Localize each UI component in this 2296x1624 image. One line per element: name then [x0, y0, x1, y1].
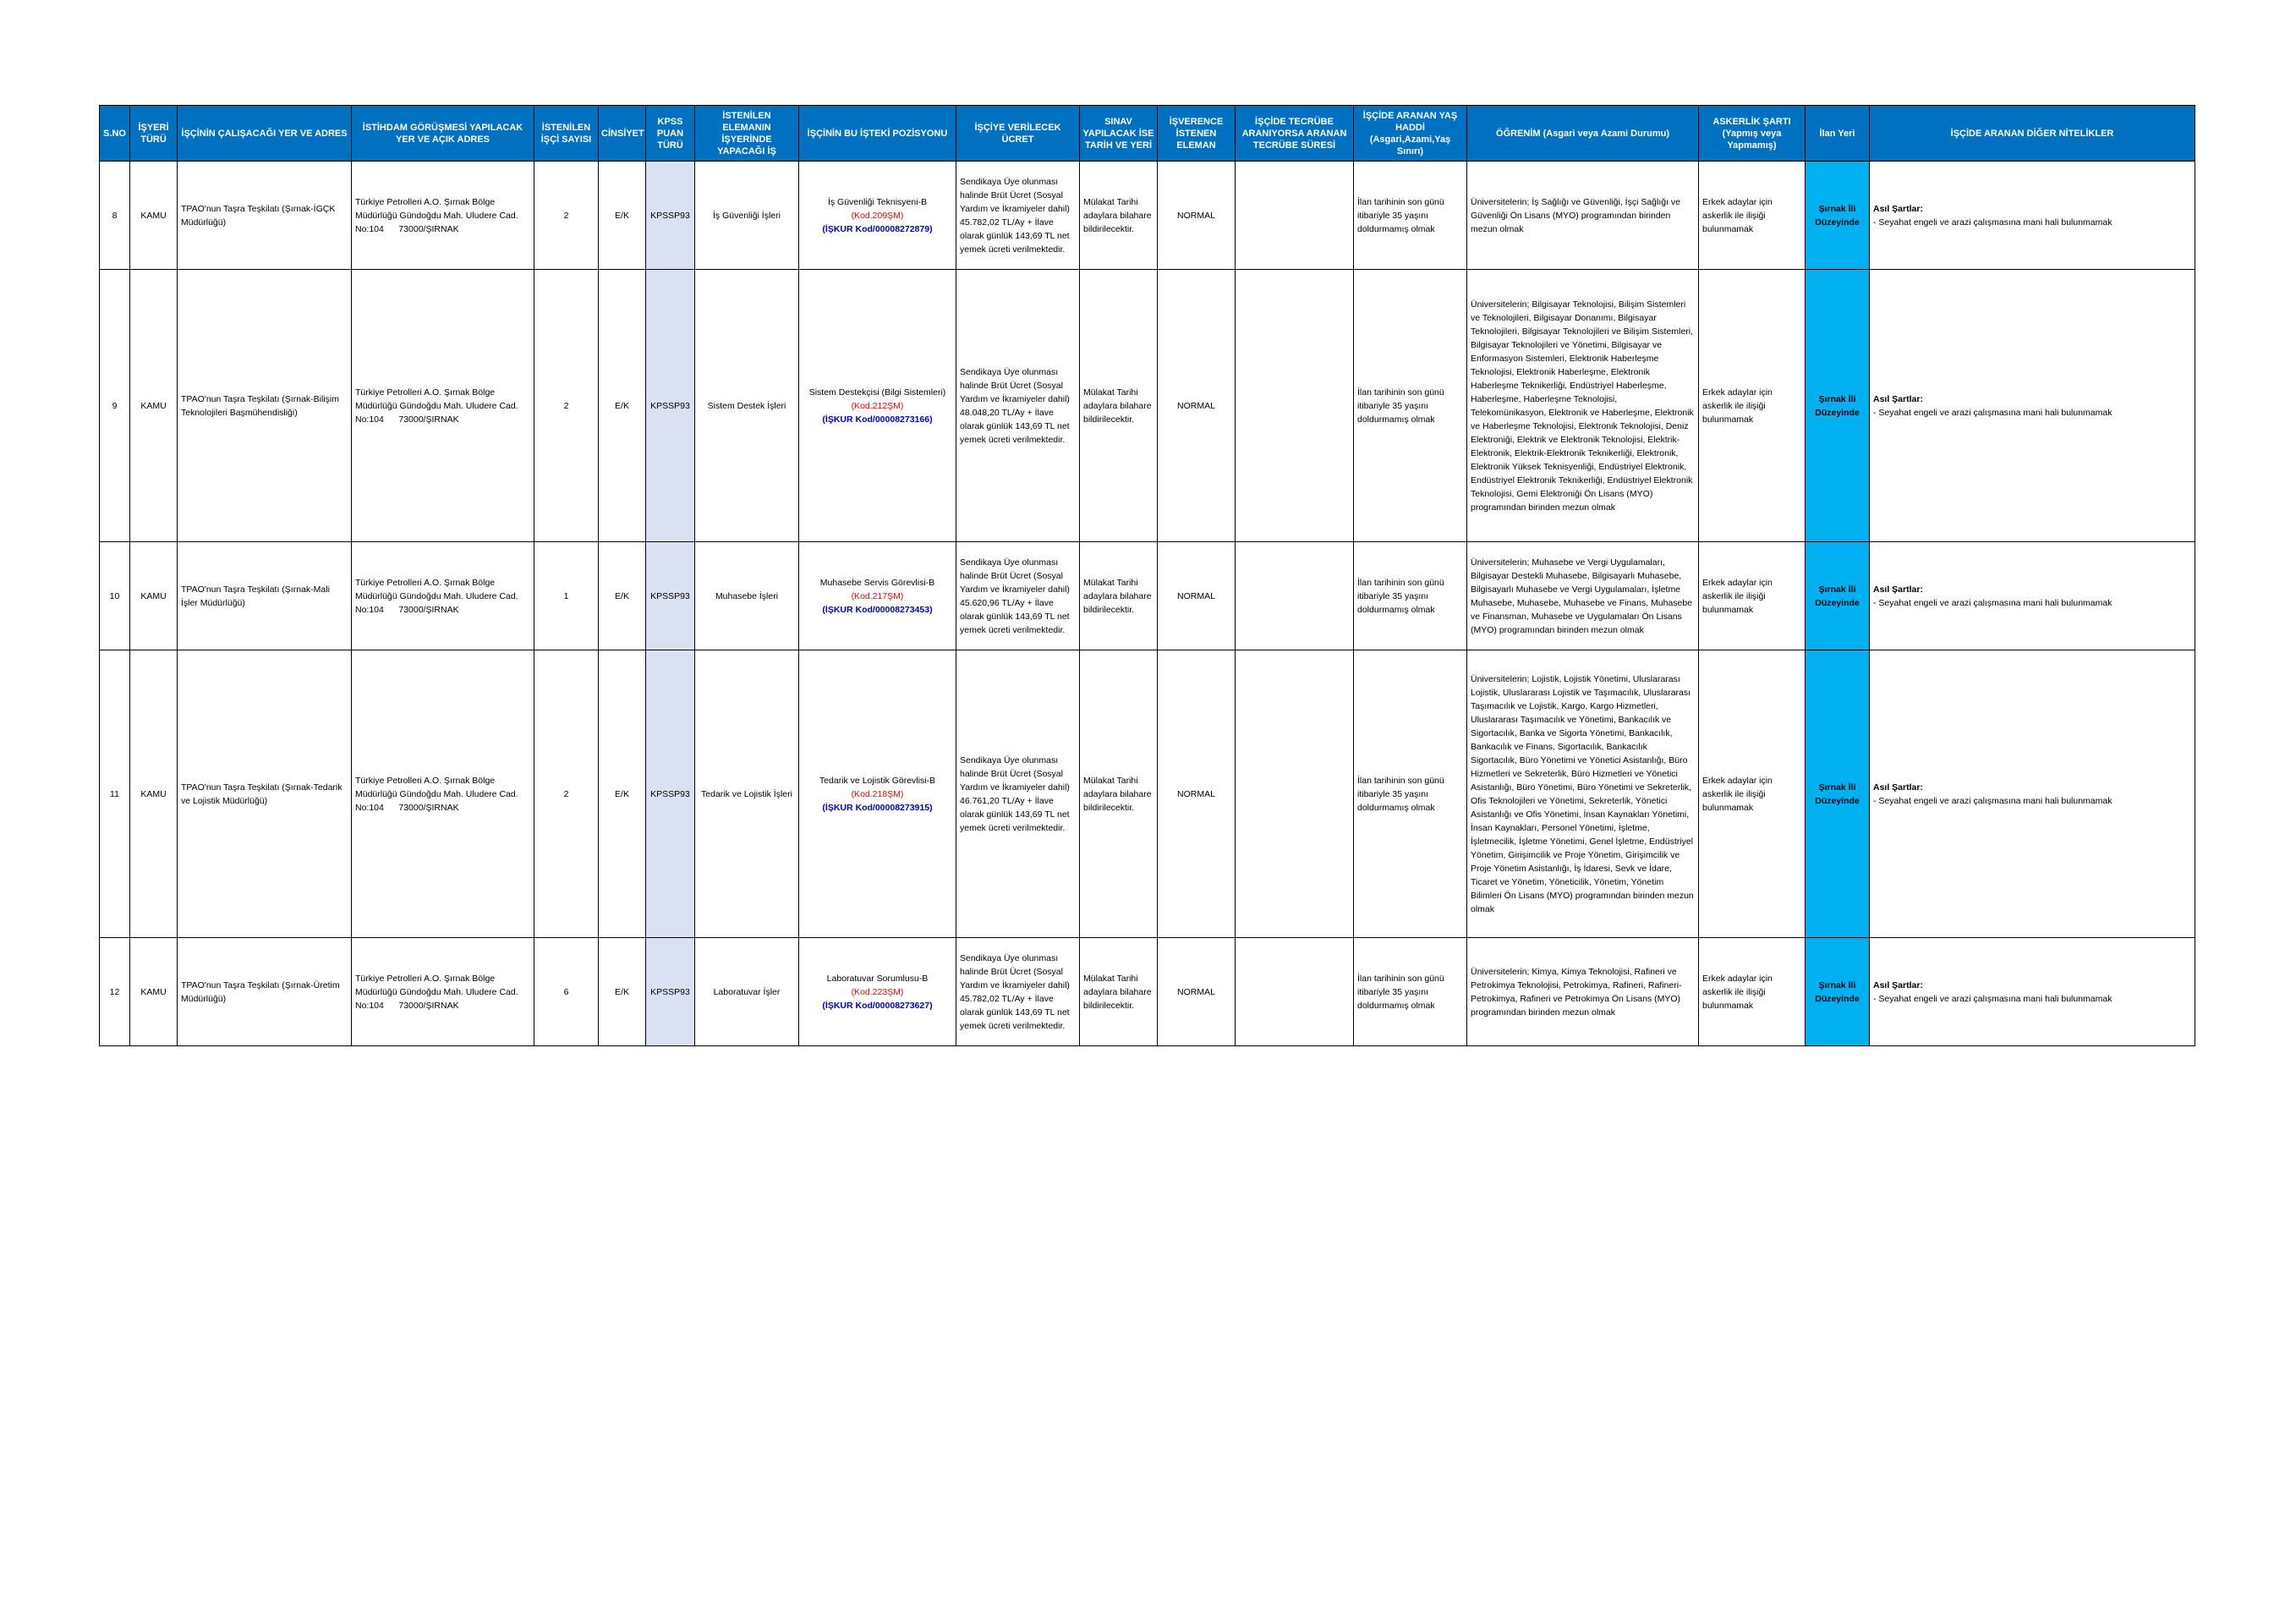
- header-education: ÖĞRENİM (Asgari veya Azami Durumu): [1467, 106, 1699, 162]
- cell-age: İlan tarihinin son günü itibariyle 35 yaşını doldurmamış olmak: [1354, 938, 1467, 1046]
- cell-military: Erkek adaylar için askerlik ile ilişiği bulunmamak: [1699, 938, 1806, 1046]
- cell-interview-address: Türkiye Petrolleri A.O. Şırnak Bölge Müdürlüğü Gündoğdu Mah. Uludere Cad. No:104 73000/ŞIRNAK: [352, 938, 534, 1046]
- position-iskur-code: (İŞKUR Kod/00008273627): [822, 1000, 933, 1011]
- cell-position: [799, 270, 956, 542]
- cell-employer-type: NORMAL: [1158, 270, 1236, 542]
- header-row: [100, 106, 2195, 162]
- cell-military: Erkek adaylar için askerlik ile ilişiği bulunmamak: [1699, 542, 1806, 650]
- other-title: Asıl Şartlar:: [1873, 393, 1923, 404]
- cell-count: 6: [534, 938, 599, 1046]
- header-workplace-type: İŞYERİ TÜRÜ: [130, 106, 178, 162]
- position-code: (Kod.212ŞM): [851, 400, 904, 411]
- cell-education: Üniversitelerin; Bilgisayar Teknolojisi, Bilişim Sistemleri ve Teknolojileri, Bilgisayar Donanımı, Bilgisayar Teknolojileri, Bilgisayar Teknolojileri ve Bilişim Sistemleri, Bilgisayar Teknolojileri ve Yönetimi, Bilgisayar ve Enformasyon Sistemleri, Elektronik Haberleşme Teknolojisi, Elektronik Haberleşme, Elektronik Haberleşme Teknikerliği, Endüstriyel Haberleşme, Haberleşme, Haberleşme Teknolojisi, Telekomünikasyon, Elektronik ve Haberleşme, Elektronik ve Haberleşme Teknolojisi, Elektronik Teknolojisi, Deniz Elektroniği, Elektrik ve Elektronik Teknolojisi, Elektrik-Elektronik, Elektrik-Elektronik Teknikerliği, Elektronik, Elektronik Yüksek Teknisyenliği, Endüstriyel Elektronik, Endüstriyel Elektronik Teknikerliği, Endüstriyel Elektronik Teknolojisi, Gemi Elektroniği Ön Lisans (MYO) programından birinden mezun olmak: [1467, 270, 1699, 542]
- cell-education: Üniversitelerin; İş Sağlığı ve Güvenliği, İşçi Sağlığı ve Güvenliği Ön Lisans (MYO) programından birinden mezun olmak: [1467, 162, 1699, 270]
- cell-kpss: KPSSP93: [646, 270, 695, 542]
- job-listing-table: [99, 105, 2195, 1046]
- cell-wage: Sendikaya Üye olunması halinde Brüt Ücret (Sosyal Yardım ve İkramiyeler dahil) 48.048,20 TL/Ay + İlave olarak günlük 143,69 TL net yemek ücreti verilmektedir.: [956, 270, 1080, 542]
- header-job: İSTENİLEN ELEMANIN İŞYERİNDE YAPACAĞI İŞ: [695, 106, 799, 162]
- cell-experience: [1236, 650, 1354, 938]
- cell-place: Şırnak İli Düzeyinde: [1806, 650, 1870, 938]
- cell-job: Tedarik ve Lojistik İşleri: [695, 650, 799, 938]
- cell-education: Üniversitelerin; Lojistik, Lojistik Yönetimi, Uluslararası Lojistik, Uluslararası Lojistik ve Taşımacılık, Uluslararası Taşımacılık ve Lojistik, Kargo, Kargo Hizmetleri, Uluslararası Taşımacılık ve Yönetimi, Bankacılık ve Sigortacılık, Banka ve Sigorta Yönetimi, Bankacılık, Bankacılık ve Finans, Sigortacılık, Bankacılık Sigortacılık, Büro Yönetimi ve Yönetici Asistanlığı, Büro Hizmetleri ve Sekreterlik, Büro Hizmetleri ve Yönetici Asistanlığı, Büro Yönetimi, Büro Yönetimi ve Sekreterlik, Ofis Teknolojileri ve Yönetimi, Sekreterlik, Yönetici Asistanlığı ve Ofis Yönetimi, İnsan Kaynakları Yönetimi, İnsan Kaynakları, Personel Yönetimi, İşletme, İşletmecilik, İşletme Yönetimi, Genel İşletme, Endüstriyel Yönetim, Girişimcilik ve Proje Yönetim, Girişimcilik ve Proje Yönetim Asistanlığı, İş İdaresi, Sevk ve İdare, Ticaret ve Yönetim, Yöneticilik, Yönetim, Yönetim Bilimleri Ön Lisans (MYO) programından birinden mezun olmak: [1467, 650, 1699, 938]
- cell-age: İlan tarihinin son günü itibariyle 35 yaşını doldurmamış olmak: [1354, 270, 1467, 542]
- cell-type: KAMU: [130, 162, 178, 270]
- cell-exam: Mülakat Tarihi adaylara bilahare bildirilecektir.: [1080, 938, 1158, 1046]
- position-code: (Kod.223ŞM): [851, 986, 904, 997]
- cell-position: [799, 162, 956, 270]
- table-row: [100, 542, 2195, 650]
- position-title: Laboratuvar Sorumlusu-B: [826, 973, 929, 984]
- header-gender: CİNSİYET: [599, 106, 646, 162]
- cell-interview-address: Türkiye Petrolleri A.O. Şırnak Bölge Müdürlüğü Gündoğdu Mah. Uludere Cad. No:104 73000/ŞIRNAK: [352, 270, 534, 542]
- cell-gender: E/K: [599, 162, 646, 270]
- cell-exam: Mülakat Tarihi adaylara bilahare bildirilecektir.: [1080, 162, 1158, 270]
- header-kpss: KPSS PUAN TÜRÜ: [646, 106, 695, 162]
- cell-work-place: TPAO'nun Taşra Teşkilatı (Şırnak-İGÇK Müdürlüğü): [178, 162, 352, 270]
- cell-employer-type: NORMAL: [1158, 542, 1236, 650]
- cell-place: Şırnak İli Düzeyinde: [1806, 162, 1870, 270]
- header-experience: İŞÇİDE TECRÜBE ARANIYORSA ARANAN TECRÜBE SÜRESİ: [1236, 106, 1354, 162]
- position-code: (Kod.209ŞM): [851, 210, 904, 221]
- table-row: [100, 162, 2195, 270]
- cell-other: [1870, 270, 2195, 542]
- position-iskur-code: (İŞKUR Kod/00008272879): [822, 223, 933, 234]
- header-age: İŞÇİDE ARANAN YAŞ HADDİ (Asgari,Azami,Yaş Sınırı): [1354, 106, 1467, 162]
- cell-gender: E/K: [599, 650, 646, 938]
- table-row: [100, 938, 2195, 1046]
- position-code: (Kod.218ŞM): [851, 788, 904, 799]
- cell-job: Sistem Destek İşleri: [695, 270, 799, 542]
- other-title: Asıl Şartlar:: [1873, 203, 1923, 214]
- cell-experience: [1236, 542, 1354, 650]
- cell-other: [1870, 650, 2195, 938]
- cell-experience: [1236, 270, 1354, 542]
- other-text: - Seyahat engeli ve arazi çalışmasına mani hali bulunmamak: [1873, 795, 2112, 806]
- cell-exam: Mülakat Tarihi adaylara bilahare bildirilecektir.: [1080, 270, 1158, 542]
- cell-age: İlan tarihinin son günü itibariyle 35 yaşını doldurmamış olmak: [1354, 542, 1467, 650]
- table-row: [100, 650, 2195, 938]
- cell-gender: E/K: [599, 270, 646, 542]
- cell-position: [799, 938, 956, 1046]
- cell-kpss: KPSSP93: [646, 650, 695, 938]
- cell-military: Erkek adaylar için askerlik ile ilişiği bulunmamak: [1699, 650, 1806, 938]
- header-interview-address: İSTİHDAM GÖRÜŞMESİ YAPILACAK YER VE AÇIK ADRES: [352, 106, 534, 162]
- cell-sno: 12: [100, 938, 130, 1046]
- header-employer-type: İŞVERENCE İSTENEN ELEMAN: [1158, 106, 1236, 162]
- cell-employer-type: NORMAL: [1158, 650, 1236, 938]
- cell-employer-type: NORMAL: [1158, 938, 1236, 1046]
- other-title: Asıl Şartlar:: [1873, 979, 1923, 990]
- cell-kpss: KPSSP93: [646, 542, 695, 650]
- cell-type: KAMU: [130, 270, 178, 542]
- position-title: İş Güvenliği Teknisyeni-B: [827, 196, 928, 207]
- cell-sno: 9: [100, 270, 130, 542]
- cell-count: 2: [534, 650, 599, 938]
- other-text: - Seyahat engeli ve arazi çalışmasına mani hali bulunmamak: [1873, 597, 2112, 608]
- table-row: [100, 270, 2195, 542]
- cell-age: İlan tarihinin son günü itibariyle 35 yaşını doldurmamış olmak: [1354, 650, 1467, 938]
- header-other: İŞÇİDE ARANAN DİĞER NİTELİKLER: [1870, 106, 2195, 162]
- header-military: ASKERLİK ŞARTI (Yapmış veya Yapmamış): [1699, 106, 1806, 162]
- cell-wage: Sendikaya Üye olunması halinde Brüt Ücret (Sosyal Yardım ve İkramiyeler dahil) 46.761,20 TL/Ay + İlave olarak günlük 143,69 TL net yemek ücreti verilmektedir.: [956, 650, 1080, 938]
- cell-count: 1: [534, 542, 599, 650]
- cell-job: Laboratuvar İşler: [695, 938, 799, 1046]
- cell-wage: Sendikaya Üye olunması halinde Brüt Ücret (Sosyal Yardım ve İkramiyeler dahil) 45.782,02 TL/Ay + İlave olarak günlük 143,69 TL net yemek ücreti verilmektedir.: [956, 162, 1080, 270]
- cell-count: 2: [534, 270, 599, 542]
- header-place: İlan Yeri: [1806, 106, 1870, 162]
- cell-work-place: TPAO'nun Taşra Teşkilatı (Şırnak-Mali İşler Müdürlüğü): [178, 542, 352, 650]
- cell-gender: E/K: [599, 938, 646, 1046]
- cell-wage: Sendikaya Üye olunması halinde Brüt Ücret (Sosyal Yardım ve İkramiyeler dahil) 45.620,96 TL/Ay + İlave olarak günlük 143,69 TL net yemek ücreti verilmektedir.: [956, 542, 1080, 650]
- cell-type: KAMU: [130, 938, 178, 1046]
- cell-sno: 11: [100, 650, 130, 938]
- position-title: Sistem Destekçisi (Bilgi Sistemleri): [808, 387, 946, 398]
- cell-kpss: KPSSP93: [646, 162, 695, 270]
- cell-place: Şırnak İli Düzeyinde: [1806, 542, 1870, 650]
- cell-experience: [1236, 938, 1354, 1046]
- cell-work-place: TPAO'nun Taşra Teşkilatı (Şırnak-Tedarik ve Lojistik Müdürlüğü): [178, 650, 352, 938]
- other-text: - Seyahat engeli ve arazi çalışmasına mani hali bulunmamak: [1873, 993, 2112, 1004]
- cell-employer-type: NORMAL: [1158, 162, 1236, 270]
- cell-job: Muhasebe İşleri: [695, 542, 799, 650]
- cell-type: KAMU: [130, 650, 178, 938]
- cell-count: 2: [534, 162, 599, 270]
- cell-age: İlan tarihinin son günü itibariyle 35 yaşını doldurmamış olmak: [1354, 162, 1467, 270]
- other-text: - Seyahat engeli ve arazi çalışmasına mani hali bulunmamak: [1873, 407, 2112, 418]
- position-iskur-code: (İŞKUR Kod/00008273166): [822, 414, 933, 425]
- other-title: Asıl Şartlar:: [1873, 782, 1923, 793]
- cell-education: Üniversitelerin; Kimya, Kimya Teknolojisi, Rafineri ve Petrokimya Teknolojisi, Petrokimya, Rafineri, Rafineri-Petrokimya, Rafineri ve Petrokimya Ön Lisans (MYO) programından birinden mezun olmak: [1467, 938, 1699, 1046]
- cell-education: Üniversitelerin; Muhasebe ve Vergi Uygulamaları, Bilgisayar Destekli Muhasebe, Bilgisayarlı Muhasebe, Bilgisayarlı Muhasebe ve Vergi Uygulamaları, İşletme Muhasebe, Muhasebe, Muhasebe ve Finans, Muhasebe ve Finansman, Muhasebe ve Uygulamaları Ön Lisans (MYO) programından birinden mezun olmak: [1467, 542, 1699, 650]
- cell-other: [1870, 938, 2195, 1046]
- header-sno: S.NO: [100, 106, 130, 162]
- cell-position: [799, 542, 956, 650]
- cell-position: [799, 650, 956, 938]
- position-title: Muhasebe Servis Görevlisi-B: [819, 577, 935, 588]
- cell-sno: 10: [100, 542, 130, 650]
- cell-other: [1870, 542, 2195, 650]
- header-exam: SINAV YAPILACAK İSE TARİH VE YERİ: [1080, 106, 1158, 162]
- cell-wage: Sendikaya Üye olunması halinde Brüt Ücret (Sosyal Yardım ve İkramiyeler dahil) 45.782,02 TL/Ay + İlave olarak günlük 143,69 TL net yemek ücreti verilmektedir.: [956, 938, 1080, 1046]
- header-wage: İŞÇİYE VERİLECEK ÜCRET: [956, 106, 1080, 162]
- position-code: (Kod.217ŞM): [851, 590, 904, 601]
- other-text: - Seyahat engeli ve arazi çalışmasına mani hali bulunmamak: [1873, 217, 2112, 228]
- header-work-place: İŞÇİNİN ÇALIŞACAĞI YER VE ADRES: [178, 106, 352, 162]
- cell-work-place: TPAO'nun Taşra Teşkilatı (Şırnak-Bilişim Teknolojileri Başmühendisliği): [178, 270, 352, 542]
- cell-type: KAMU: [130, 542, 178, 650]
- cell-exam: Mülakat Tarihi adaylara bilahare bildirilecektir.: [1080, 542, 1158, 650]
- header-worker-count: İSTENİLEN İŞÇİ SAYISI: [534, 106, 599, 162]
- cell-job: İş Güvenliği İşleri: [695, 162, 799, 270]
- cell-other: [1870, 162, 2195, 270]
- cell-place: Şırnak İli Düzeyinde: [1806, 938, 1870, 1046]
- header-position: İŞÇİNİN BU İŞTEKİ POZİSYONU: [799, 106, 956, 162]
- cell-sno: 8: [100, 162, 130, 270]
- cell-kpss: KPSSP93: [646, 938, 695, 1046]
- cell-gender: E/K: [599, 542, 646, 650]
- cell-military: Erkek adaylar için askerlik ile ilişiği bulunmamak: [1699, 270, 1806, 542]
- cell-military: Erkek adaylar için askerlik ile ilişiği bulunmamak: [1699, 162, 1806, 270]
- cell-exam: Mülakat Tarihi adaylara bilahare bildirilecektir.: [1080, 650, 1158, 938]
- other-title: Asıl Şartlar:: [1873, 584, 1923, 595]
- cell-place: Şırnak İli Düzeyinde: [1806, 270, 1870, 542]
- cell-work-place: TPAO'nun Taşra Teşkilatı (Şırnak-Üretim Müdürlüğü): [178, 938, 352, 1046]
- cell-interview-address: Türkiye Petrolleri A.O. Şırnak Bölge Müdürlüğü Gündoğdu Mah. Uludere Cad. No:104 73000/ŞIRNAK: [352, 542, 534, 650]
- cell-experience: [1236, 162, 1354, 270]
- position-iskur-code: (İŞKUR Kod/00008273453): [822, 604, 933, 615]
- cell-interview-address: Türkiye Petrolleri A.O. Şırnak Bölge Müdürlüğü Gündoğdu Mah. Uludere Cad. No:104 73000/ŞIRNAK: [352, 650, 534, 938]
- cell-interview-address: Türkiye Petrolleri A.O. Şırnak Bölge Müdürlüğü Gündoğdu Mah. Uludere Cad. No:104 73000/ŞIRNAK: [352, 162, 534, 270]
- position-iskur-code: (İŞKUR Kod/00008273915): [822, 802, 933, 813]
- position-title: Tedarik ve Lojistik Görevlisi-B: [819, 775, 936, 786]
